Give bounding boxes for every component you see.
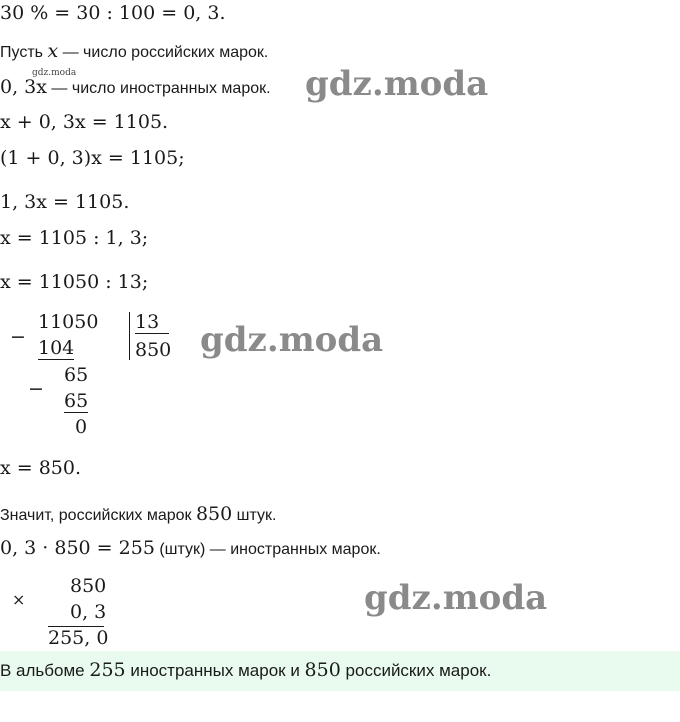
division-bar (129, 312, 130, 360)
watermark-logo-1: gdz.moda (305, 64, 489, 104)
percent-conversion-line: 30 % = 30 : 100 = 0, 3. (0, 2, 226, 24)
equation-line-3: 1, 3x = 1105. (0, 191, 130, 213)
watermark-logo-3: gdz.moda (364, 578, 548, 618)
foreign-text: — число иностранных марок. (46, 80, 271, 97)
foreign-count-expression: 0, 3 · 850 = 255 (0, 537, 155, 559)
multiplication-factor-1: 850 (70, 575, 107, 597)
conclusion-rest: штук. (232, 507, 277, 524)
conclusion-text: Значит, российских марок (0, 507, 196, 524)
foreign-count-line (0, 537, 381, 559)
small-watermark: gdz.moda (32, 68, 77, 78)
let-text: Пусть (0, 44, 48, 61)
division-remainder-1: 65 (64, 364, 89, 386)
answer-number-foreign: 255 (89, 659, 126, 681)
multiplication-product: 255, 0 (48, 627, 109, 649)
x-variable: x (47, 40, 59, 62)
multiplication-sign: × (12, 590, 26, 609)
division-dividend: 11050 (38, 311, 99, 333)
equation-line-4: x = 1105 : 1, 3; (0, 227, 149, 249)
answer-highlight (0, 651, 680, 691)
foreign-stamps-line (0, 76, 271, 98)
division-subtrahend-1: 104 (38, 337, 75, 359)
let-rest-text: — число российских марок. (58, 44, 269, 61)
answer-line (0, 659, 491, 681)
division-quotient: 850 (135, 339, 172, 361)
equation-line-2: (1 + 0, 3)x = 1105; (0, 147, 185, 169)
conclusion-number: 850 (195, 503, 233, 525)
answer-pre: В альбоме (0, 661, 90, 680)
division-divisor: 13 (135, 311, 169, 334)
foreign-count-text: (штук) — иностранных марок. (154, 541, 381, 558)
answer-mid: иностранных марок и (125, 661, 305, 680)
division-subtrahend-2: 65 (64, 390, 89, 412)
equation-line-5: x = 11050 : 13; (0, 271, 149, 293)
multiplication-factor-2: 0, 3 (70, 601, 107, 623)
foreign-expression: 0, 3x (0, 76, 47, 98)
watermark-logo-2: gdz.moda (200, 320, 384, 360)
division-remainder-2: 0 (75, 416, 88, 438)
let-x-line (0, 40, 268, 62)
answer-post: российских марок. (340, 661, 492, 680)
result-line: x = 850. (0, 457, 82, 479)
division-minus-1: − (10, 326, 26, 348)
conclusion-russian-line (0, 503, 276, 525)
equation-line-1: x + 0, 3x = 1105. (0, 111, 169, 133)
division-minus-2: − (28, 378, 44, 400)
answer-number-russian: 850 (304, 659, 341, 681)
